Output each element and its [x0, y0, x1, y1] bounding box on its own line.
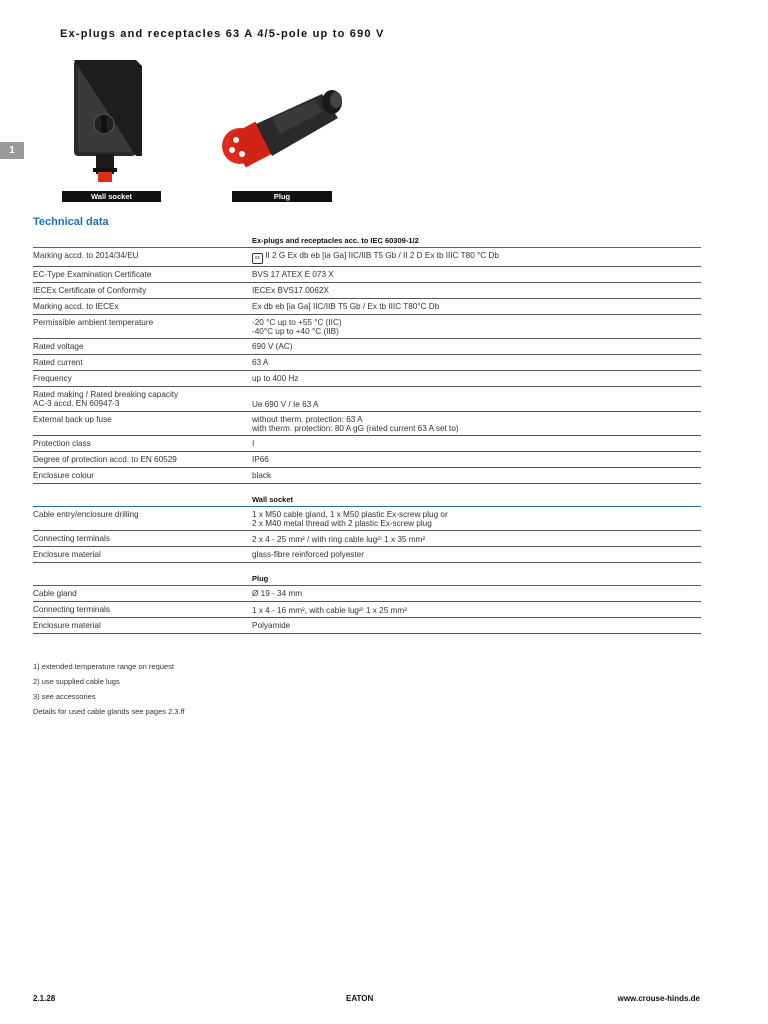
- table-row: External back up fuse without therm. protection: 63 A with therm. protection: 80 A gG (rated current 63 A set to): [33, 412, 701, 436]
- table-row: Frequency up to 400 Hz: [33, 371, 701, 387]
- ex-marking-icon: εx: [252, 253, 263, 264]
- table-row: Marking accd. to IECEx Ex db eb [ia Ga] IIC/IIB T5 Gb / Ex tb IIIC T80°C Db: [33, 299, 701, 315]
- group-header: Plug: [33, 571, 701, 586]
- wall-socket-image: [60, 56, 160, 190]
- plug-image: [218, 88, 354, 172]
- page-title: Ex-plugs and receptacles 63 A 4/5-pole up to 690 V: [60, 28, 385, 40]
- page-number: 2.1.28: [33, 994, 56, 1003]
- section-heading: Technical data: [33, 216, 109, 228]
- table-row: Protection class I: [33, 436, 701, 452]
- table-row: Cable entry/enclosure drilling 1 x M50 cable gland, 1 x M50 plastic Ex-screw plug or 2 x M40 metal thread with 2 plastic Ex-screw plug: [33, 507, 701, 531]
- table-row: Enclosure material glass-fibre reinforced polyester: [33, 547, 701, 563]
- footnote: 1) extended temperature range on request: [33, 662, 174, 671]
- table-row: Connecting terminals 1 x 4 - 16 mm², with cable lug²⁾ 1 x 25 mm²: [33, 602, 701, 618]
- footnotes: [33, 662, 185, 722]
- technical-data-table: [33, 233, 701, 634]
- wall-socket-caption: Wall socket: [62, 191, 161, 202]
- table-row: Marking accd. to 2014/34/EU εx II 2 G Ex db eb [ia Ga] IIC/IIB T5 Gb / II 2 D Ex tb IIIC T80 °C Db: [33, 248, 701, 267]
- table-row: Enclosure material Polyamide: [33, 618, 701, 634]
- table-row: IECEx Certificate of Conformity IECEx BVS17.0062X: [33, 283, 701, 299]
- table-row: Cable gland Ø 19 - 34 mm: [33, 586, 701, 602]
- group-header: Wall socket: [33, 492, 701, 507]
- footnote: 3) see accessories: [33, 692, 96, 701]
- plug-caption: Plug: [232, 191, 332, 202]
- table-row: Degree of protection accd. to EN 60529 IP66: [33, 452, 701, 468]
- table-row: Rated making / Rated breaking capacity AC-3 accd. EN 60947-3 Ue 690 V / Ie 63 A: [33, 387, 701, 412]
- table-row: Connecting terminals 2 x 4 - 25 mm² / with ring cable lug²⁾ 1 x 35 mm²: [33, 531, 701, 547]
- footnote: 2) use supplied cable lugs: [33, 677, 120, 686]
- table-row: Enclosure colour black: [33, 468, 701, 484]
- brand-name: EATON: [346, 994, 374, 1003]
- table-row: EC-Type Examination Certificate BVS 17 ATEX E 073 X: [33, 267, 701, 283]
- table-row: Rated voltage 690 V (AC): [33, 339, 701, 355]
- footnote: Details for used cable glands see pages 2.3.ff: [33, 707, 185, 716]
- website-link[interactable]: www.crouse-hinds.de: [617, 994, 700, 1003]
- chapter-tab[interactable]: 1: [0, 142, 24, 159]
- group-header: Ex-plugs and receptacles acc. to IEC 60309-1/2: [33, 233, 701, 248]
- table-row: Permissible ambient temperature -20 °C up to +55 °C (IIC) -40°C up to +40 °C (IIB): [33, 315, 701, 339]
- table-row: Rated current 63 A: [33, 355, 701, 371]
